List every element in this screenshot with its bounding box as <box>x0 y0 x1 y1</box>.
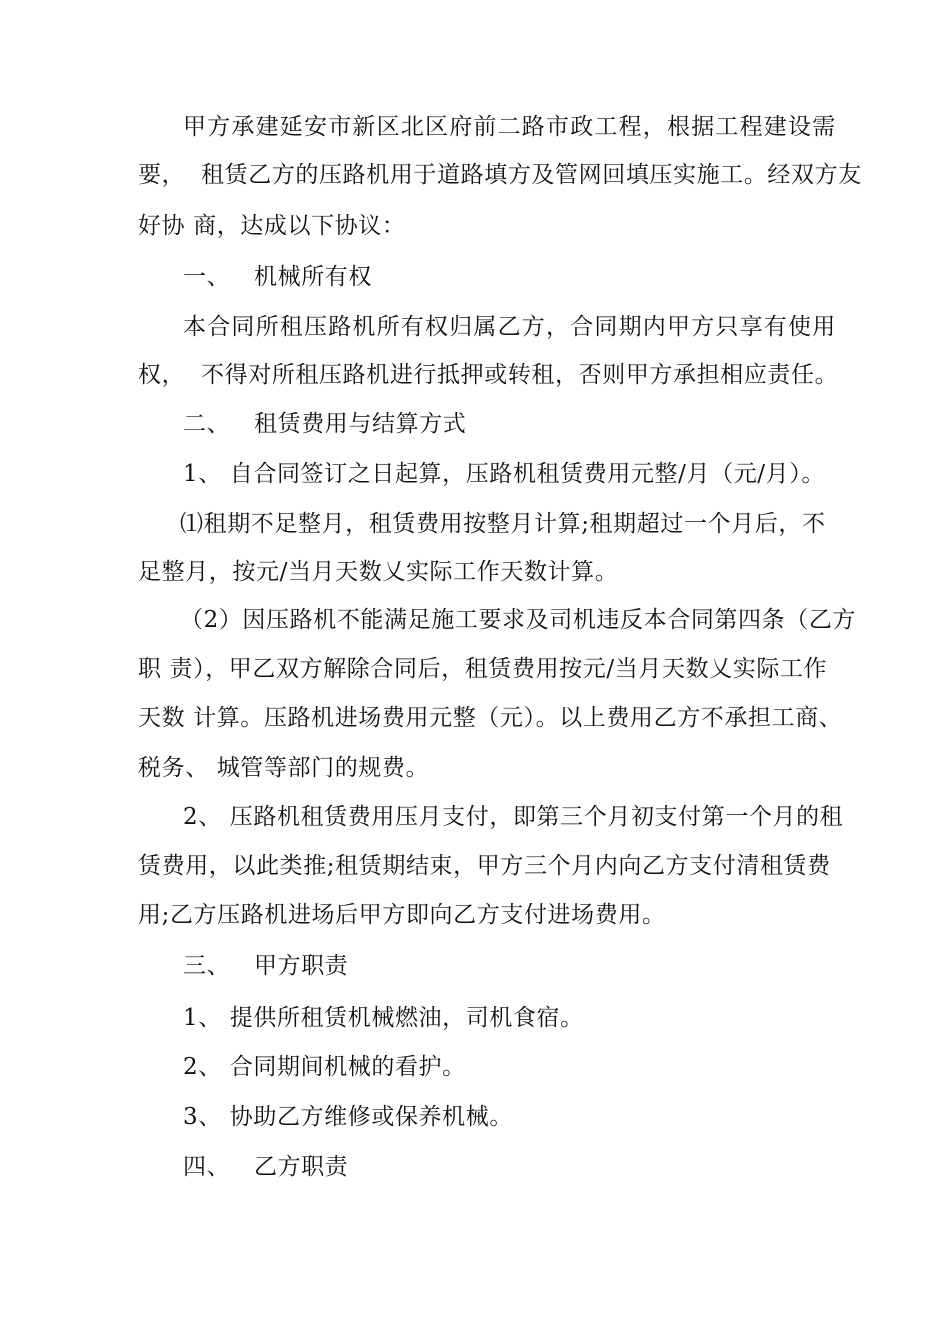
section-3-item-1: 1、 提供所租赁机械燃油，司机食宿。 <box>183 1005 584 1031</box>
section-3-item-2: 2、 合同期间机械的看护。 <box>183 1054 466 1080</box>
section-1-para-line-2: 权， 不得对所租压路机进行抵押或转租，否则甲方承担相应责任。 <box>138 362 839 388</box>
section-3-item-3: 3、 协助乙方维修或保养机械。 <box>183 1104 513 1130</box>
section-2-sub-b-line-1: （2）因压路机不能满足施工要求及司机违反本合同第四条（乙方 <box>180 607 857 633</box>
section-2-sub-b-line-3: 天数 计算。压路机进场费用元整（元）。以上费用乙方不承担工商、 <box>138 705 843 731</box>
intro-line-1: 甲方承建延安市新区北区府前二路市政工程，根据工程建设需 <box>183 114 837 140</box>
section-4-title: 乙方职责 <box>254 1154 349 1180</box>
section-2-sub-a-line-2: 足整月，按元/当月天数乂实际工作天数计算。 <box>138 559 619 585</box>
intro-line-3: 好协 商，达成以下协议： <box>138 213 406 239</box>
section-2-item-2-line-1: 2、 压路机租赁费用压月支付，即第三个月初支付第一个月的租 <box>183 804 844 830</box>
section-2-item-2-line-2: 赁费用，以此类推;租赁期结束，甲方三个月内向乙方支付清租赁费 <box>138 853 831 879</box>
section-2-item-2-line-3: 用;乙方压路机进场后甲方即向乙方支付进场费用。 <box>138 902 666 928</box>
section-2-item-1: 1、 自合同签订之日起算，压路机租赁费用元整/月（元/月）。 <box>183 461 825 487</box>
section-2-sub-a-line-1: ⑴租期不足整月，租赁费用按整月计算;租期超过一个月后，不 <box>180 511 826 537</box>
section-4-number: 四、 <box>183 1154 231 1180</box>
section-2-number: 二、 <box>183 411 231 437</box>
section-3-title: 甲方职责 <box>254 953 349 979</box>
intro-line-2: 要， 租赁乙方的压路机用于道路填方及管网回填压实施工。经双方友 <box>138 162 862 188</box>
section-2-title: 租赁费用与结算方式 <box>254 411 467 437</box>
section-2-sub-b-line-2: 职 责），甲乙双方解除合同后，租赁费用按元/当月天数乂实际工作 <box>138 656 828 682</box>
section-3-number: 三、 <box>183 953 231 979</box>
section-1-title: 机械所有权 <box>254 264 372 290</box>
section-1-number: 一、 <box>183 264 231 290</box>
section-2-sub-b-line-4: 税务、 城管等部门的规费。 <box>138 755 430 781</box>
section-1-para-line-1: 本合同所租压路机所有权归属乙方，合同期内甲方只享有使用 <box>183 314 837 340</box>
